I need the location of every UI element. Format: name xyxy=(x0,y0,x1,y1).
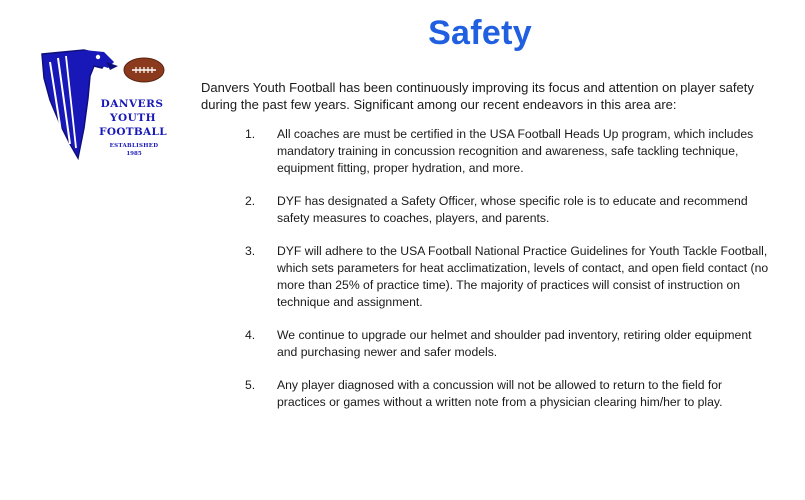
list-item xyxy=(245,327,770,361)
list-item-number: 2. xyxy=(245,194,256,208)
list-item-text: DYF has designated a Safety Officer, whose specific role is to educate and recommend safety measures to coaches, players, and parents. xyxy=(277,194,748,225)
list-item-number: 3. xyxy=(245,244,256,258)
intro-paragraph: Danvers Youth Football has been continuously improving its focus and attention on player safety during the past few years. Significant among our recent endeavors in this area are: xyxy=(201,80,754,112)
football-icon xyxy=(124,58,164,82)
safety-measures-list xyxy=(245,126,770,427)
list-item-text: DYF will adhere to the USA Football National Practice Guidelines for Youth Tackle Football, which sets parameters for heat acclimatization, levels of contact, and open field contact (no more than 25% of practice time). The majority of practices will consist of instruction on technique and assignment. xyxy=(277,244,769,309)
logo-text-year: 1985 xyxy=(126,151,142,157)
list-item-number: 4. xyxy=(245,328,256,342)
logo-text-youth: YOUTH xyxy=(109,112,157,124)
page-title: Safety xyxy=(428,14,532,52)
logo-text-established: ESTABLISHED xyxy=(109,143,159,149)
list-item-number: 5. xyxy=(245,378,256,392)
logo-text-football: FOOTBALL xyxy=(99,126,167,138)
list-item xyxy=(245,377,770,411)
list-item xyxy=(245,126,770,177)
logo-text-danvers: DANVERS xyxy=(100,98,164,110)
danvers-youth-football-logo xyxy=(32,48,182,178)
list-item-text: We continue to upgrade our helmet and shoulder pad inventory, retiring older equipment and purchasing newer and safer models. xyxy=(277,328,752,359)
list-item xyxy=(245,243,770,311)
list-item xyxy=(245,193,770,227)
list-item-text: All coaches are must be certified in the USA Football Heads Up program, which includes mandatory training in concussion recognition and awareness, safe tackling technique, equipment fitting, proper hydration, and more. xyxy=(277,127,754,175)
list-item-number: 1. xyxy=(245,127,256,141)
list-item-text: Any player diagnosed with a concussion will not be allowed to return to the field for practices or games without a written note from a physician clearing him/her to play. xyxy=(277,378,723,409)
